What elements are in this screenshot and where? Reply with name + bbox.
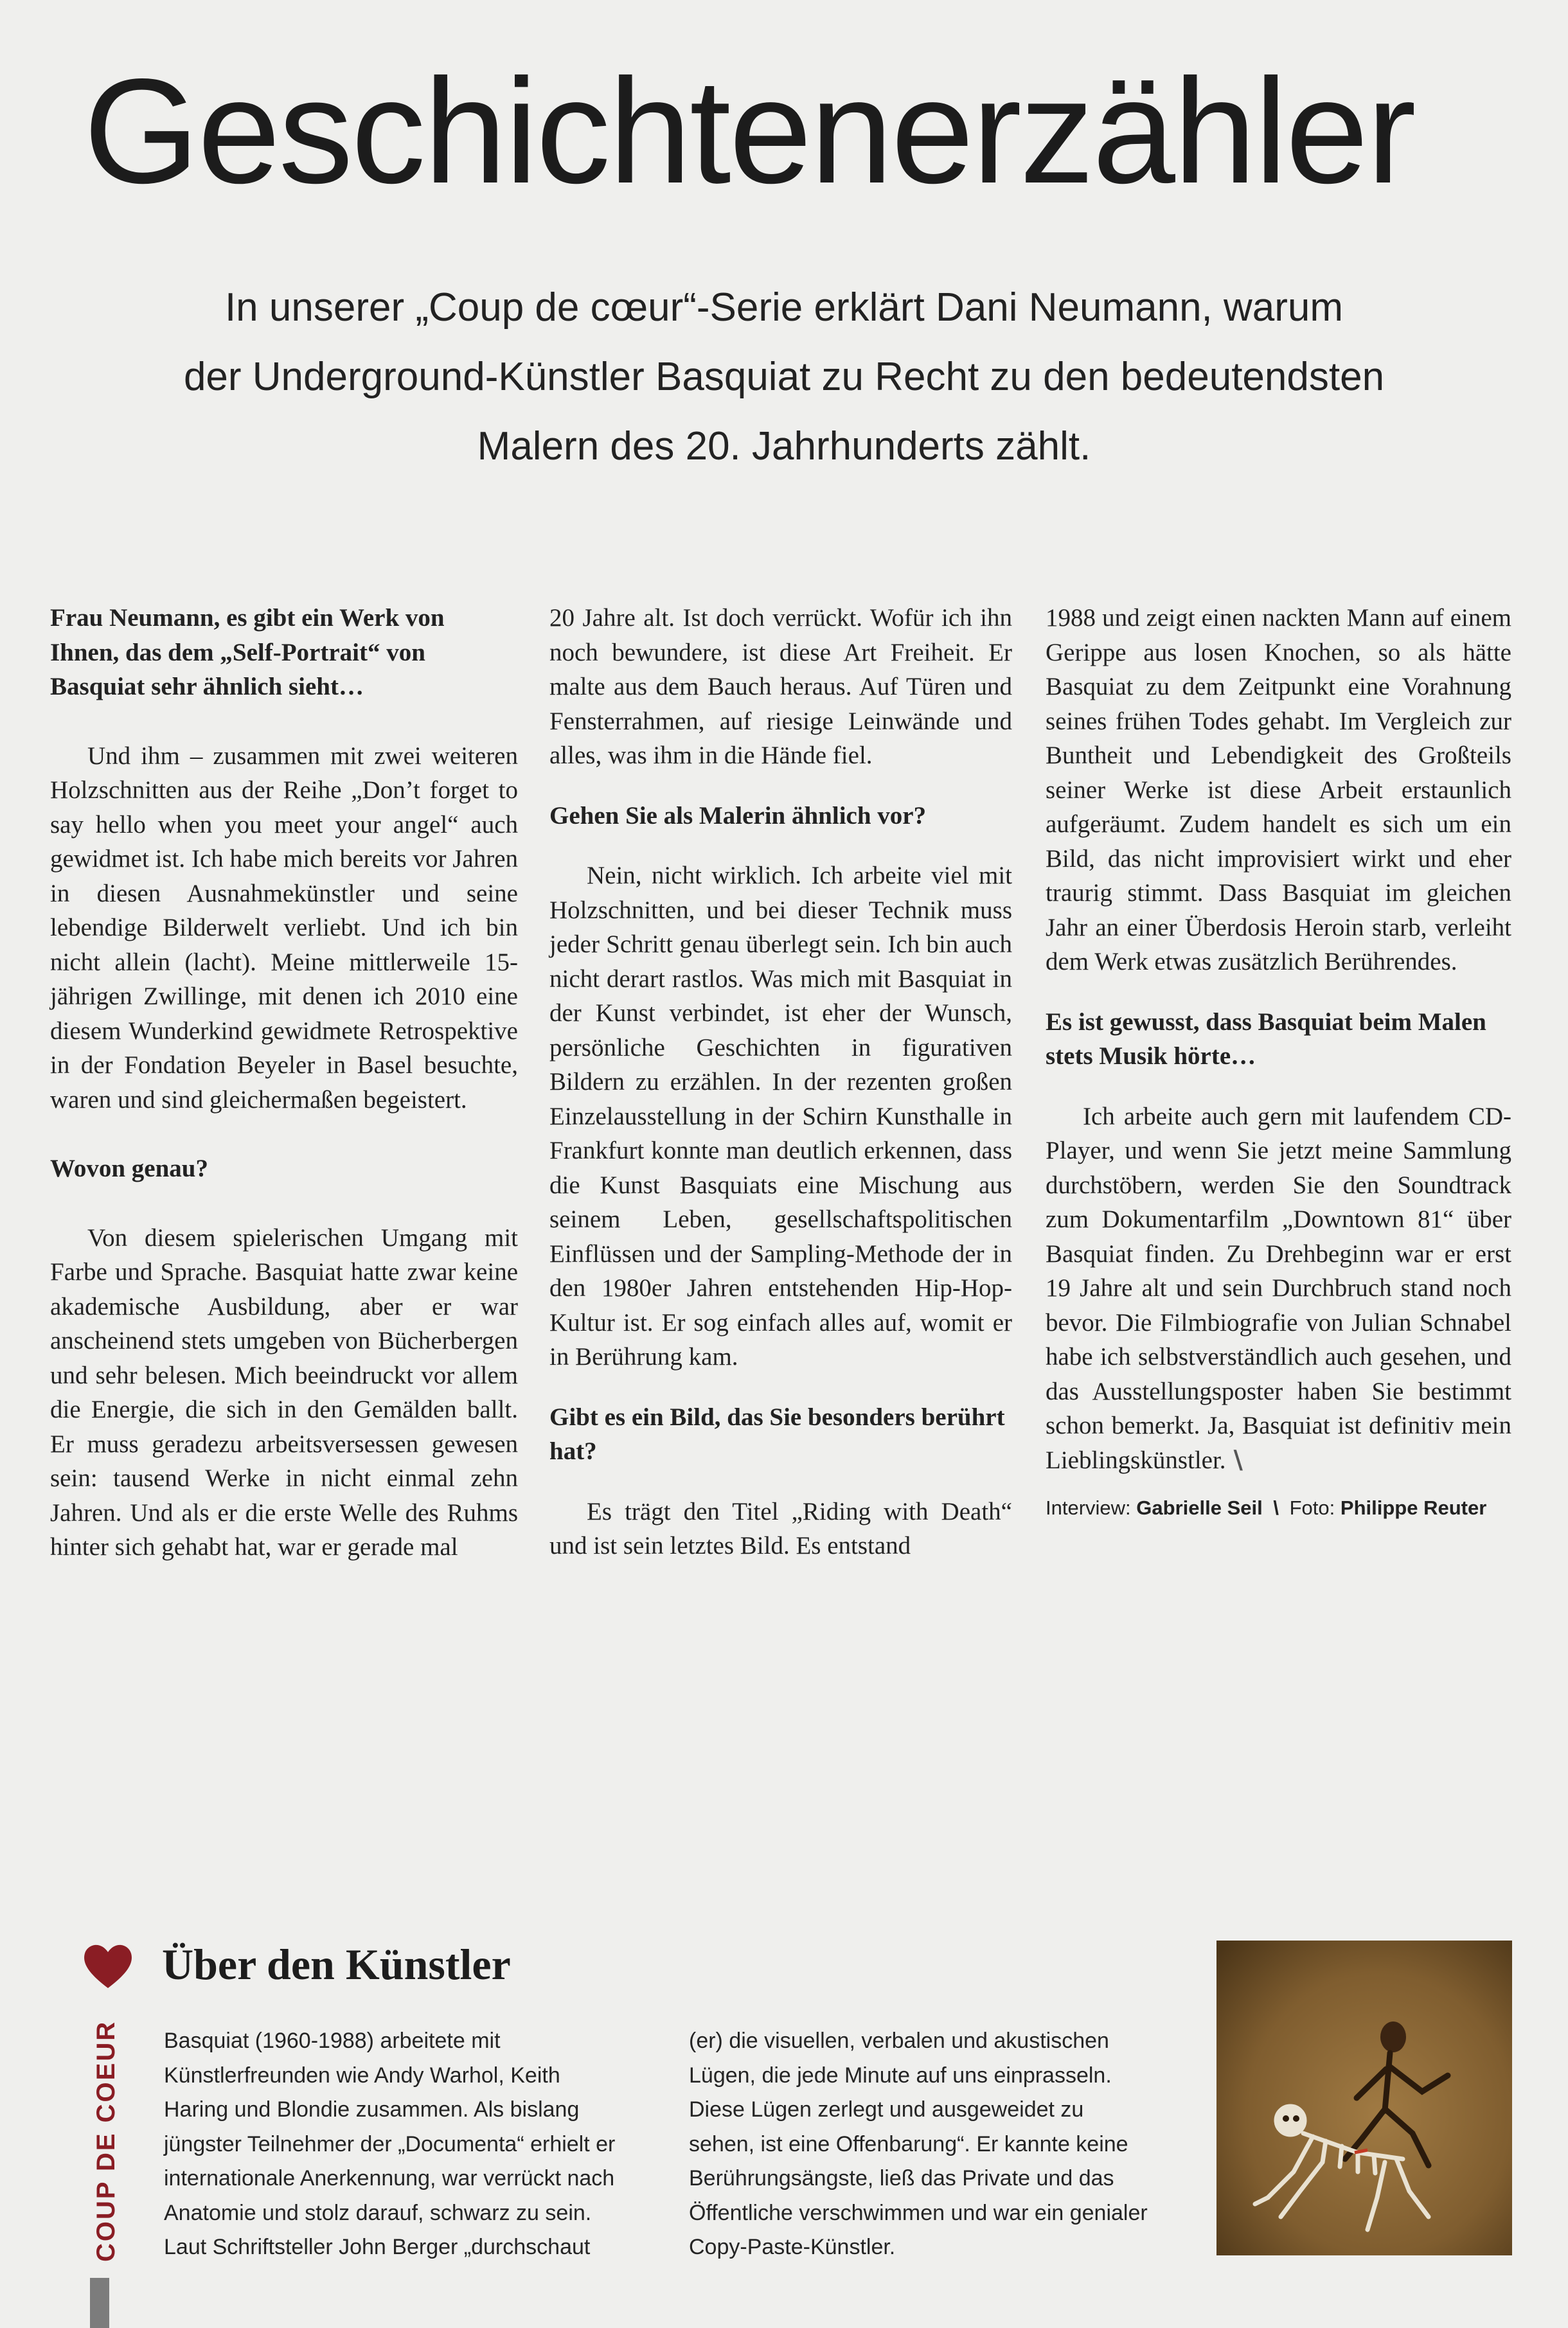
grey-bar <box>90 2278 109 2328</box>
credit-separator: \ <box>1273 1497 1279 1519</box>
box-line: Basquiat (1960-1988) arbeitete mit <box>164 2029 501 2053</box>
deck-line: der Underground-Künstler Basquiat zu Recht zu den bedeutendsten <box>183 355 1385 399</box>
deck-line: Malern des 20. Jahrhunderts zählt. <box>477 424 1091 468</box>
box-line: Lügen, die jede Minute auf uns einprasseln. <box>689 2063 1112 2088</box>
photo-label: Foto: <box>1289 1497 1335 1519</box>
interview-name: Gabrielle Seil <box>1136 1497 1263 1519</box>
question: Gibt es ein Bild, das Sie besonders berührt hat? <box>549 1403 1005 1465</box>
headline: Geschichtenerzähler <box>84 48 1414 215</box>
box-line: jüngster Teilnehmer der „Documenta“ erhielt er <box>164 2131 616 2156</box>
box-line: Haring und Blondie zusammen. Als bislang <box>164 2097 580 2122</box>
credit-line <box>1046 1495 1511 1521</box>
box-title: Über den Künstler <box>162 1940 511 1989</box>
box-column-1 <box>164 2024 665 2265</box>
deck-line: In unserer „Coup de cœur“-Serie erklärt Dani Neumann, warum <box>224 285 1344 330</box>
box-line: Künstlerfreunden wie Andy Warhol, Keith <box>164 2063 560 2088</box>
column-3 <box>1046 601 1511 1521</box>
box-line: Berührungsängste, ließ das Private und das <box>689 2166 1114 2190</box>
box-line: Anatomie und stolz darauf, schwarz zu sein. <box>164 2200 592 2225</box>
answer <box>1046 1099 1511 1478</box>
end-mark: \ <box>1233 1445 1243 1475</box>
question: Wovon genau? <box>50 1155 208 1182</box>
answer-text: Ich arbeite auch gern mit laufendem CD-Player, und wenn Sie jetzt meine Sammlung durchstöbern, werden Sie den Soundtrack zum Dokumentarfilm „Downtown 81“ über Basquiat finden. Zu Drehbeginn war er erst 19 Jahre alt und sein Durchbruch stand noch bevor. Die Filmbiografie von Julian Schnabel habe ich selbstverständlich auch gesehen, und das Ausstellungsposter haben Sie bestimmt schon bemerkt. Ja, Basquiat ist definitiv mein Lieblingskünstler. <box>1046 1102 1511 1474</box>
interview-label: Interview: <box>1046 1497 1131 1519</box>
box-line: Diese Lügen zerlegt und ausgeweidet zu <box>689 2097 1084 2122</box>
painting-image <box>1216 1941 1512 2255</box>
heart-icon <box>82 1941 134 1992</box>
side-label: COUP DE COEUR <box>92 2020 120 2262</box>
column-1 <box>50 601 518 1565</box>
box-line: Laut Schriftsteller John Berger „durchschaut <box>164 2235 591 2259</box>
answer-continued: 1988 und zeigt einen nackten Mann auf einem Gerippe aus losen Knochen, so als hätte Basquiat zu dem Zeitpunkt eine Vorahnung seines frühen Todes gehabt. Im Vergleich zur Buntheit und Lebendigkeit des Großteils seiner Werke ist diese Arbeit erstaunlich aufgeräumt. Zudem handelt es sich um ein Bild, das nicht improvisiert wirkt und eher traurig stimmt. Dass Basquiat im gleichen Jahr an einer Überdosis Heroin starb, verleiht dem Werk etwas zusätzlich Berührendes. <box>1046 604 1511 975</box>
deck <box>77 273 1491 481</box>
box-line: Copy-Paste-Künstler. <box>689 2235 896 2259</box>
answer: Und ihm – zusammen mit zwei weiteren Holzschnitten aus der Reihe „Don’t forget to say hello when you meet your angel“ auch gewidmet ist. Ich habe mich bereits vor Jahren in diesen Ausnahmekünstler und seine lebendige Bilderwelt verliebt. Und ich bin nicht allein (lacht). Meine mittlerweile 15-jährigen Zwillinge, mit denen ich 2010 eine diesem Wunderkind gewidmete Retrospektive in der Fondation Beyeler in Basel besuchte, waren und sind gleichermaßen begeistert. <box>50 742 518 1114</box>
question: Gehen Sie als Malerin ähnlich vor? <box>549 801 927 830</box>
photo-name: Philippe Reuter <box>1340 1497 1487 1519</box>
question: Frau Neumann, es gibt ein Werk von Ihnen, das dem „Self-Portrait“ von Basquiat sehr ähnlich sieht… <box>50 604 445 700</box>
box-column-2 <box>689 2024 1190 2265</box>
answer: Es trägt den Titel „Riding with Death“ und ist sein letztes Bild. Es entstand <box>549 1497 1012 1559</box>
answer: Nein, nicht wirklich. Ich arbeite viel mit Holzschnitten, und bei dieser Technik muss jeder Schritt genau überlegt sein. Ich bin auch nicht derart rastlos. Was mich mit Basquiat in der Kunst verbindet, ist eher der Wunsch, persönliche Geschichten in figurativen Bildern zu erzählen. In der rezenten großen Einzelausstellung in der Schirn Kunsthalle in Frankfurt konnte man deutlich erkennen, dass die Kunst Basquiats eine Mischung aus seinem Leben, gesellschaftspolitischen Einflüssen und der Sampling-Methode der in den 1980er Jahren entstehenden Hip-Hop-Kultur ist. Er sog einfach alles auf, womit er in Berührung kam. <box>549 862 1012 1371</box>
box-line: (er) die visuellen, verbalen und akustischen <box>689 2029 1109 2053</box>
box-line: Öffentliche verschwimmen und war ein genialer <box>689 2200 1148 2225</box>
answer-continued: 20 Jahre alt. Ist doch verrückt. Wofür ich ihn noch bewundere, ist diese Art Freiheit. Er malte aus dem Bauch heraus. Auf Türen und Fensterrahmen, auf riesige Leinwände und alles, was ihm in die Hände fiel. <box>549 604 1012 769</box>
column-2 <box>549 601 1012 1563</box>
box-line: sehen, ist eine Offenbarung“. Er kannte keine <box>689 2131 1128 2156</box>
answer: Von diesem spielerischen Umgang mit Farbe und Sprache. Basquiat hatte zwar keine akademische Ausbildung, aber er war anscheinend stets umgeben von Bücherbergen und sehr belesen. Mich beeindruckt vor allem die Energie, die sich in den Gemälden ballt. Er muss geradezu arbeitsversessen gewesen sein: tausend Werke in nicht einmal zehn Jahren. Und als er die erste Welle des Ruhms hinter sich gehabt hat, war er gerade mal <box>50 1223 518 1561</box>
question: Es ist gewusst, dass Basquiat beim Malen stets Musik hörte… <box>1046 1008 1486 1070</box>
box-line: internationale Anerkennung, war verrückt nach <box>164 2166 615 2190</box>
